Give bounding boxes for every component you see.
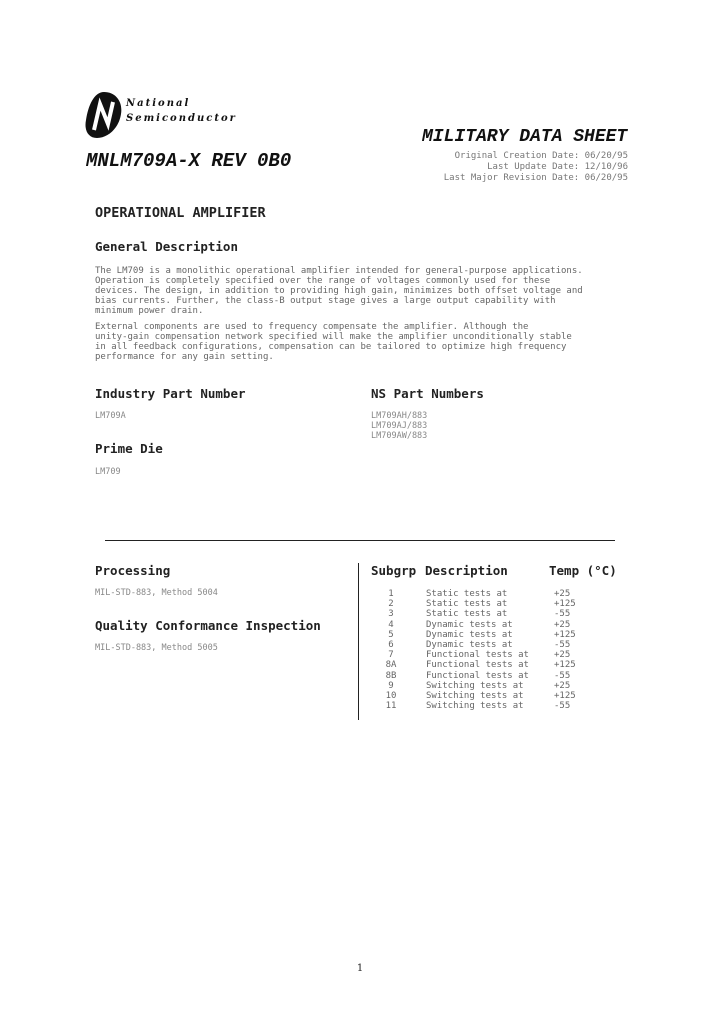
subgrp-cell: 8A	[385, 660, 397, 671]
revision-dates	[432, 151, 628, 184]
description-cell: Functional tests at	[426, 660, 529, 671]
company-line-1: National	[126, 98, 191, 109]
processing-heading: Processing	[95, 563, 171, 578]
description-column-header: Description	[425, 563, 508, 578]
table-row	[372, 660, 594, 670]
prime-die-value: LM709	[95, 467, 121, 477]
general-description-paragraph-2	[95, 322, 615, 362]
general-description-heading: General Description	[95, 239, 238, 254]
table-row	[372, 640, 594, 650]
table-row	[372, 609, 594, 619]
temp-cell: -55	[554, 640, 571, 651]
subgrp-cell: 4	[388, 619, 394, 630]
ns-part-number: LM709AW/883	[371, 431, 428, 441]
subgrp-cell: 1	[388, 589, 394, 600]
description-cell: Switching tests at	[426, 680, 524, 691]
section-divider	[105, 540, 615, 541]
text-line: in all feedback configurations, compensation can be tailored to optimize high frequency	[95, 342, 567, 352]
text-line: devices. The design, in addition to providing high gain, minimizes both offset voltage and	[95, 286, 583, 296]
general-description-paragraph-1	[95, 266, 615, 316]
temp-column-header: Temp (°C)	[549, 563, 617, 578]
processing-value: MIL-STD-883, Method 5004	[95, 588, 218, 598]
temp-cell: +125	[554, 599, 576, 610]
text-line: Operation is completely specified over the range of voltages commonly used for these	[95, 276, 551, 286]
qci-heading: Quality Conformance Inspection	[95, 618, 321, 633]
subgrp-cell: 5	[388, 629, 394, 640]
table-row	[372, 671, 594, 681]
description-cell: Dynamic tests at	[426, 629, 513, 640]
text-line: bias currents. Further, the class-B output stage gives a large output capability with	[95, 296, 556, 306]
table-row	[372, 589, 594, 599]
document-id: MNLM709A-X REV 0B0	[86, 150, 292, 172]
temp-cell: -55	[554, 670, 571, 681]
table-row	[372, 630, 594, 640]
description-cell: Dynamic tests at	[426, 640, 513, 651]
table-row	[372, 701, 594, 711]
description-cell: Switching tests at	[426, 701, 524, 712]
ns-part-number: LM709AJ/883	[371, 421, 428, 431]
column-divider	[358, 563, 359, 720]
industry-part-number: LM709A	[95, 411, 126, 421]
subgrp-cell: 8B	[385, 670, 397, 681]
industry-part-number-heading: Industry Part Number	[95, 386, 246, 401]
temp-cell: +125	[554, 690, 576, 701]
original-creation-date: Original Creation Date: 06/20/95	[454, 151, 628, 161]
description-cell: Static tests at	[426, 609, 508, 620]
text-line: The LM709 is a monolithic operational amplifier intended for general-purpose applications.	[95, 266, 583, 276]
table-row	[372, 650, 594, 660]
table-row	[372, 599, 594, 609]
temp-cell: +125	[554, 629, 576, 640]
datasheet-title: MILITARY DATA SHEET	[422, 127, 628, 147]
text-line: unity-gain compensation network specified will make the amplifier unconditionally stable	[95, 332, 572, 342]
subgrp-cell: 10	[385, 690, 397, 701]
subgrp-cell: 9	[388, 680, 394, 691]
national-semiconductor-logo-icon	[84, 90, 124, 140]
description-cell: Static tests at	[426, 589, 508, 600]
table-row	[372, 691, 594, 701]
description-cell: Switching tests at	[426, 690, 524, 701]
ns-part-numbers-list	[371, 411, 427, 441]
description-cell: Static tests at	[426, 599, 508, 610]
temp-cell: +125	[554, 660, 576, 671]
table-row	[372, 620, 594, 630]
page-number: 1	[356, 963, 364, 974]
company-name	[126, 96, 237, 126]
subgrp-cell: 11	[385, 701, 397, 712]
qci-value: MIL-STD-883, Method 5005	[95, 643, 218, 653]
temp-cell: -55	[554, 701, 571, 712]
subgroup-table	[372, 589, 594, 711]
subgrp-column-header: Subgrp	[371, 563, 417, 578]
last-major-revision-date: Last Major Revision Date: 06/20/95	[443, 173, 628, 183]
temp-cell: +25	[554, 650, 571, 661]
page-title: OPERATIONAL AMPLIFIER	[95, 205, 266, 221]
ns-part-numbers-heading: NS Part Numbers	[371, 386, 484, 401]
temp-cell: +25	[554, 619, 571, 630]
subgrp-cell: 7	[388, 650, 394, 661]
text-line: performance for any gain setting.	[95, 352, 274, 362]
last-update-date: Last Update Date: 12/10/96	[487, 162, 628, 172]
company-line-2: Semiconductor	[126, 113, 237, 124]
text-line: External components are used to frequency compensate the amplifier. Although the	[95, 322, 529, 332]
description-cell: Dynamic tests at	[426, 619, 513, 630]
temp-cell: +25	[554, 680, 571, 691]
text-line: minimum power drain.	[95, 306, 204, 316]
description-cell: Functional tests at	[426, 670, 529, 681]
table-row	[372, 681, 594, 691]
prime-die-heading: Prime Die	[95, 441, 163, 456]
ns-part-number: LM709AH/883	[371, 411, 428, 421]
subgrp-cell: 6	[388, 640, 394, 651]
temp-cell: -55	[554, 609, 571, 620]
subgrp-cell: 3	[388, 609, 394, 620]
temp-cell: +25	[554, 589, 571, 600]
description-cell: Functional tests at	[426, 650, 529, 661]
subgrp-cell: 2	[388, 599, 394, 610]
